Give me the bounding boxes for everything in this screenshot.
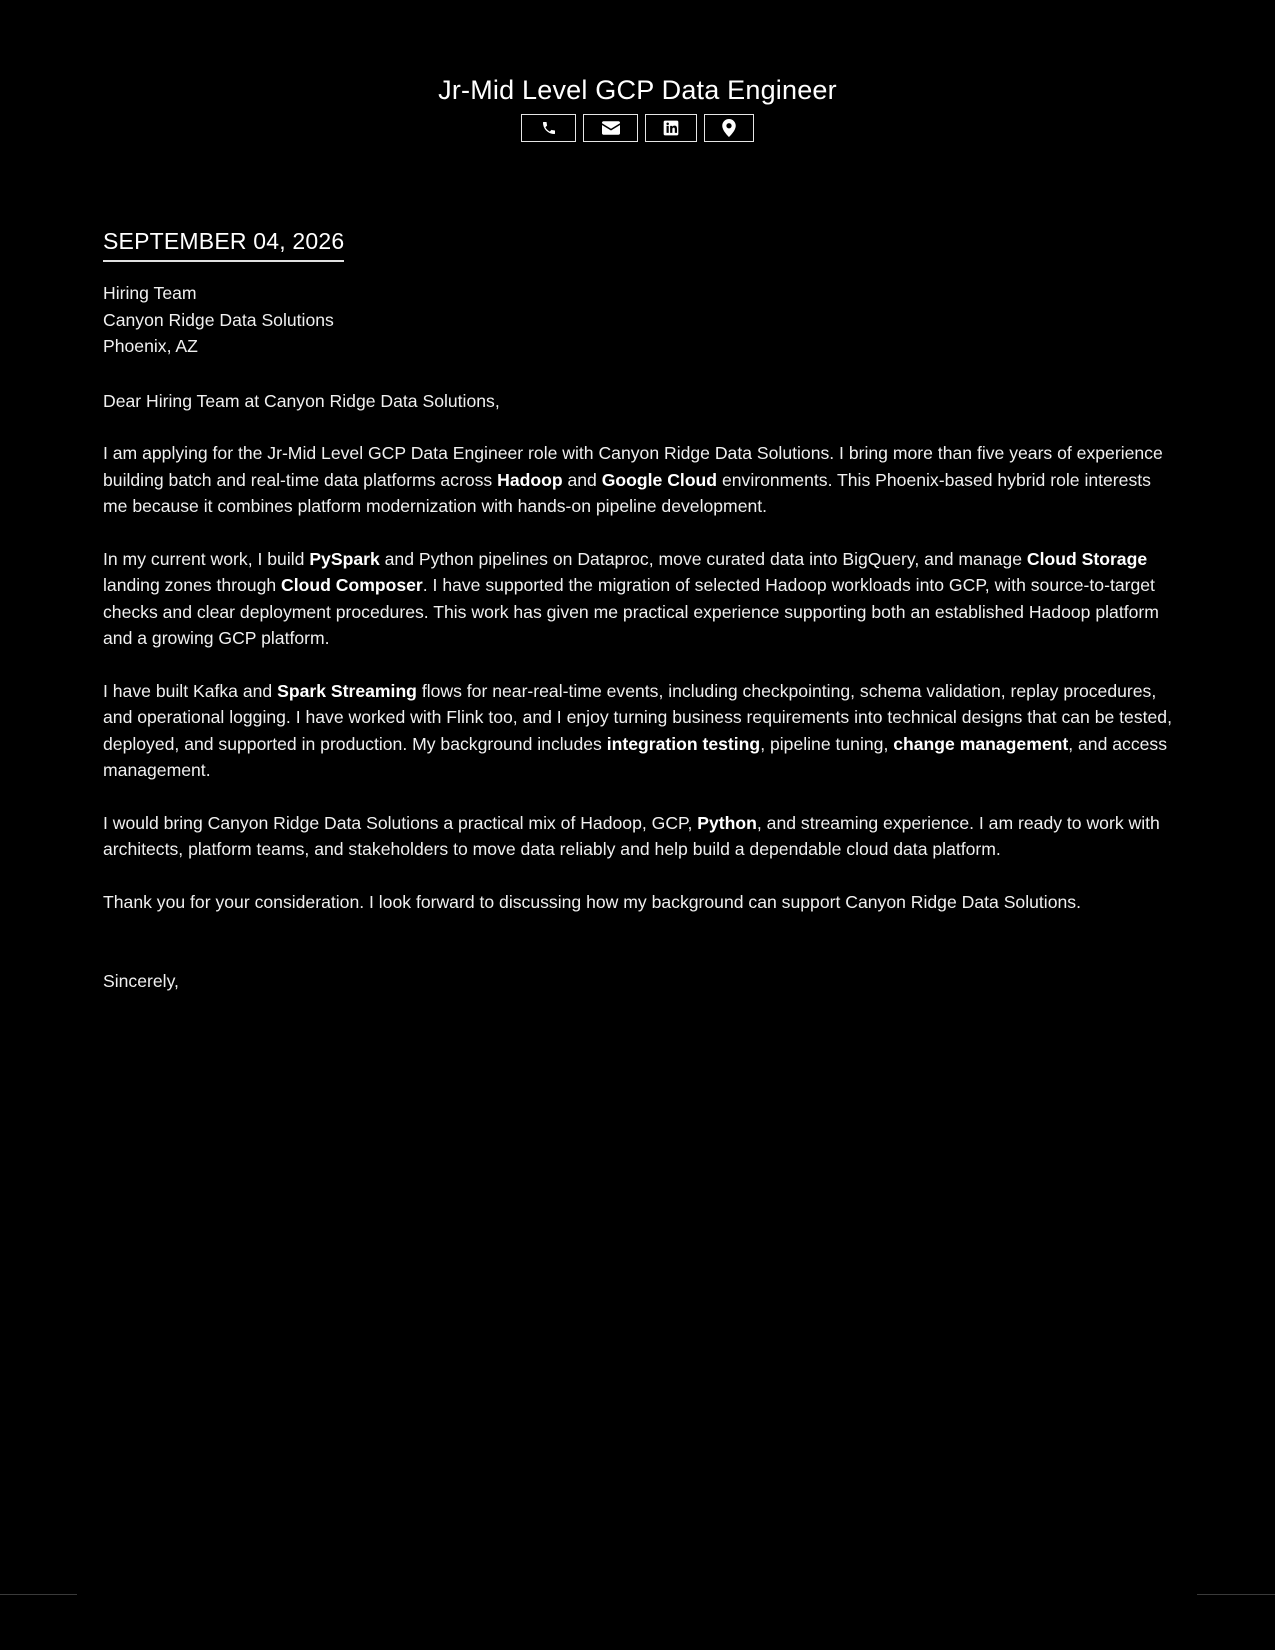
contact-links — [0, 114, 1275, 142]
salutation: Dear Hiring Team at Canyon Ridge Data Solutions, — [103, 390, 500, 411]
closing: Sincerely, — [103, 971, 179, 991]
recipient-block — [103, 280, 1173, 360]
recipient-name: Hiring Team — [103, 283, 197, 303]
paragraph-thanks: Thank you for your consideration. I look forward to discussing how my background can support Canyon Ridge Data Solutions. — [103, 891, 1081, 912]
letter-header — [0, 72, 1275, 142]
document-title: Jr-Mid Level GCP Data Engineer — [438, 75, 837, 105]
location-pin-icon — [722, 119, 736, 137]
paragraph-current-work: In my current work, I build PySpark and Python pipelines on Dataproc, move curated data into BigQuery, and manage Cloud Storage landing zones through Cloud Composer. I have supported the migration of selected Hadoop workloads into GCP, with source-to-target checks and clear deployment procedures. This work has given me practical experience supporting both an established Hadoop platform and a growing GCP platform. — [103, 548, 1159, 648]
location-button[interactable] — [704, 114, 754, 142]
paragraph-value: I would bring Canyon Ridge Data Solutions a practical mix of Hadoop, GCP, Python, and streaming experience. I am ready to work with architects, platform teams, and stakeholders to move data reliably and help build a dependable cloud data platform. — [103, 812, 1160, 859]
paragraph-intro: I am applying for the Jr-Mid Level GCP Data Engineer role with Canyon Ridge Data Solutions. I bring more than five years of experience building batch and real-time data platforms across Hadoop and Google Cloud environments. This Phoenix-based hybrid role interests me because it combines platform modernization with hands-on pipeline development. — [103, 443, 1163, 516]
recipient-location: Phoenix, AZ — [103, 336, 198, 356]
footer-divider-left — [0, 1594, 77, 1595]
email-button[interactable] — [583, 114, 638, 142]
recipient-company: Canyon Ridge Data Solutions — [103, 309, 334, 330]
phone-button[interactable] — [521, 114, 576, 142]
phone-icon — [541, 120, 557, 136]
paragraph-streaming: I have built Kafka and Spark Streaming flows for near-real-time events, including checkpointing, schema validation, replay procedures, and operational logging. I have worked with Flink too, and I enjoy turning business requirements into technical designs that can be tested, deployed, and supported in production. My background includes integration testing, pipeline tuning, change management, and access management. — [103, 680, 1172, 780]
linkedin-button[interactable] — [645, 114, 697, 142]
envelope-icon — [602, 121, 620, 135]
letter-date: SEPTEMBER 04, 2026 — [103, 226, 344, 262]
letter-body — [103, 226, 1173, 995]
footer-divider-right — [1197, 1594, 1275, 1595]
linkedin-icon — [663, 120, 679, 136]
